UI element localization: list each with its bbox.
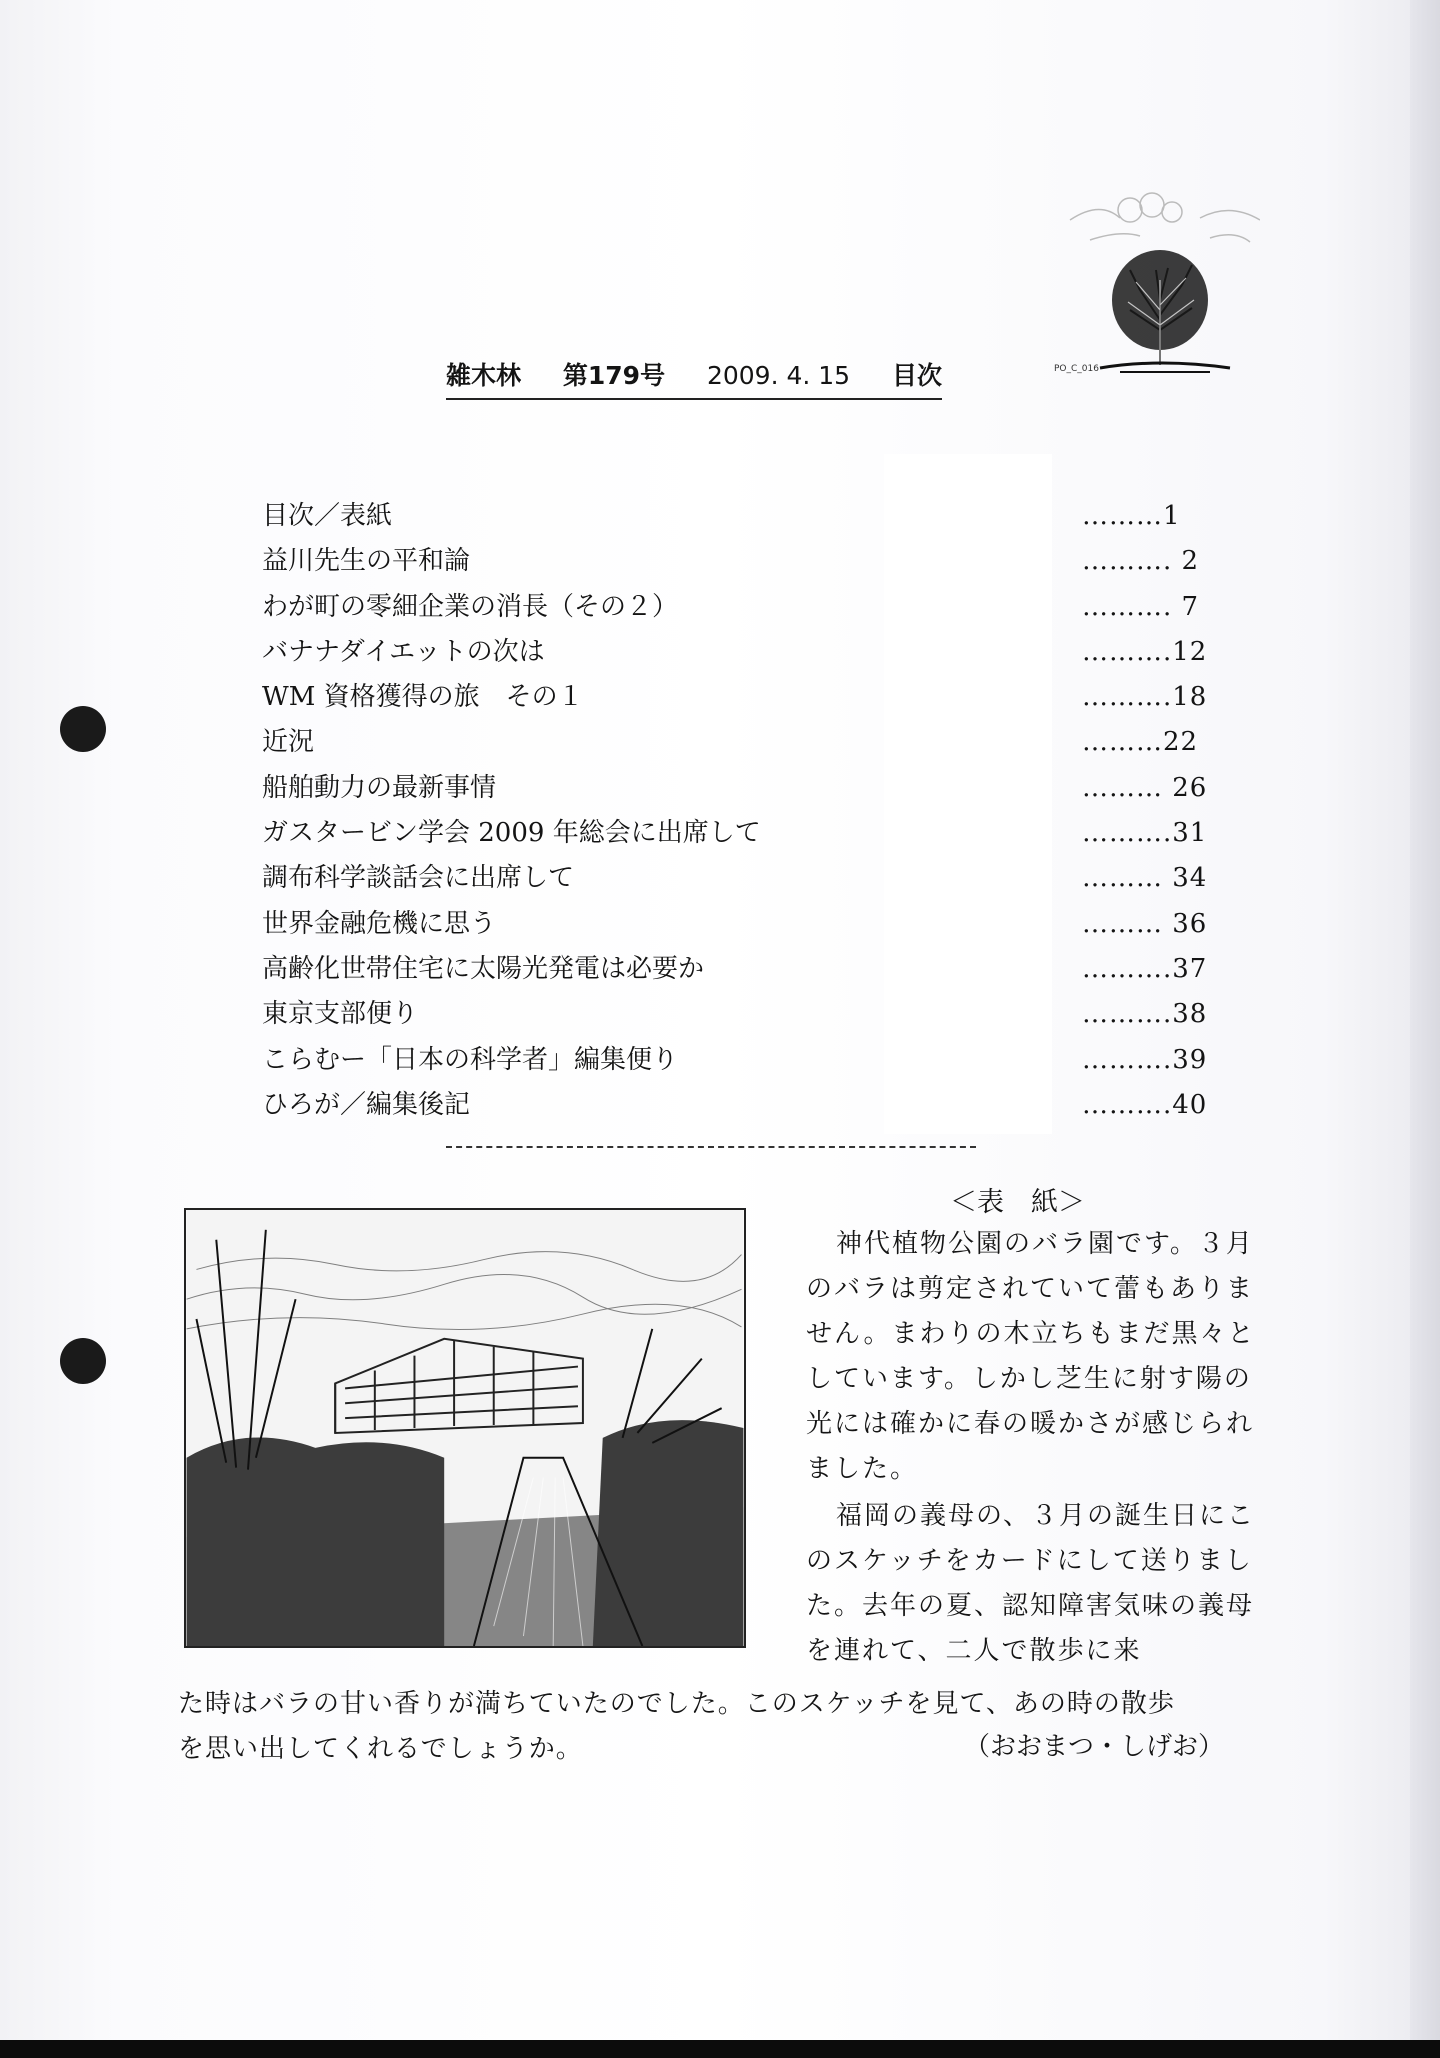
cover-description: [806, 1222, 1262, 1674]
toc-item-title: わが町の零細企業の消長（その２）: [262, 591, 679, 622]
toc-item-page: ……….39: [1082, 1044, 1208, 1075]
punch-hole-bottom: [60, 1338, 106, 1384]
toc-item-page: ……….12: [1082, 636, 1208, 667]
cover-heading: ＜表 紙＞: [950, 1187, 1085, 1218]
toc-item-title: 目次／表紙: [262, 501, 393, 531]
scan-border: [0, 2040, 1440, 2058]
illustration-code: PO_C_016: [1054, 364, 1099, 374]
toc-item: [262, 720, 1199, 765]
continuation-line-2: を思い出してくれるでしょうか。: [178, 1734, 583, 1764]
toc-item-page: ……….18: [1082, 682, 1208, 713]
toc-item-page: ……… 34: [1082, 863, 1208, 894]
cover-paragraph-2: 福岡の義母の、３月の誕生日にこのスケッチをカードにして送りました。去年の夏、認知障害気味の義母を連れて、二人で散歩に来: [806, 1501, 1255, 1666]
toc-item-page: ……… 26: [1082, 772, 1208, 803]
toc-item-title: 船舶動力の最新事情: [262, 772, 497, 803]
issue-date: 2009. 4. 15: [706, 361, 851, 390]
toc-item: [262, 766, 1208, 811]
toc-item-title: 東京支部便り: [262, 999, 419, 1030]
toc-item-title: バナナダイエットの次は: [262, 636, 545, 667]
toc-item: [262, 811, 1208, 856]
toc-item-title: 調布科学談話会に出席して: [262, 863, 575, 894]
toc-item-title: 近況: [262, 727, 315, 758]
toc-item: [262, 675, 1208, 720]
magazine-name: 雑木林: [446, 361, 522, 390]
dashed-divider: [446, 1146, 976, 1148]
continuation-line-1: た時はバラの甘い香りが満ちていたのでした。このスケッチを見て、あの時の散歩: [178, 1689, 1175, 1719]
toc-item-page: ………. 7: [1082, 591, 1200, 622]
toc-item: [262, 539, 1200, 584]
toc-item-title: 益川先生の平和論: [262, 546, 471, 577]
toc-item-page: ……….38: [1082, 999, 1208, 1030]
toc-item-page: ………. 2: [1082, 546, 1200, 577]
toc-item-page: ……….31: [1082, 818, 1208, 849]
toc-item-title: 世界金融危機に思う: [262, 908, 497, 939]
author-name: （おおまつ・しげお）: [964, 1732, 1225, 1762]
toc-item-page: ……….40: [1082, 1089, 1208, 1120]
toc-item-title: 高齢化世帯住宅に太陽光発電は必要か: [262, 953, 705, 984]
toc-label: 目次: [891, 361, 942, 390]
issue-number: 第179号: [562, 361, 666, 390]
toc-item: [262, 585, 1200, 630]
toc-item-page: ………1: [1082, 501, 1181, 531]
rose-garden-sketch: [184, 1208, 746, 1648]
toc-item-title: こらむー「日本の科学者」編集便り: [262, 1044, 679, 1075]
toc-item: [262, 947, 1208, 992]
toc-item-page: ……… 36: [1082, 908, 1208, 939]
toc-header: [446, 356, 942, 400]
show-through-text: [580, 220, 626, 277]
stacked-page-edge: [1410, 0, 1440, 2058]
toc-item: [262, 494, 1192, 539]
toc-item: [262, 902, 1208, 947]
cover-paragraph-1: 神代植物公園のバラ園です。３月のバラは剪定されていて蕾もありません。まわりの木立ちもまだ黒々としています。しかし芝生に射す陽の光には確かに春の暖かさが感じられました。: [806, 1229, 1256, 1484]
toc-item: [262, 1038, 1208, 1083]
toc-item: [262, 630, 1208, 675]
toc-item-title: WM 資格獲得の旅 その１: [262, 682, 584, 713]
toc-item-title: ガスタービン学会 2009 年総会に出席して: [262, 818, 761, 849]
punch-hole-top: [60, 706, 106, 752]
toc-item-page: ………22: [1082, 727, 1199, 758]
toc-item: [262, 1083, 1208, 1128]
toc-item-title: ひろが／編集後記: [262, 1089, 471, 1120]
toc-item: [262, 856, 1208, 901]
tree-illustration: [1060, 190, 1260, 380]
table-of-contents: [262, 494, 1208, 1128]
toc-item: [262, 992, 1208, 1037]
toc-item-page: ……….37: [1082, 953, 1208, 984]
